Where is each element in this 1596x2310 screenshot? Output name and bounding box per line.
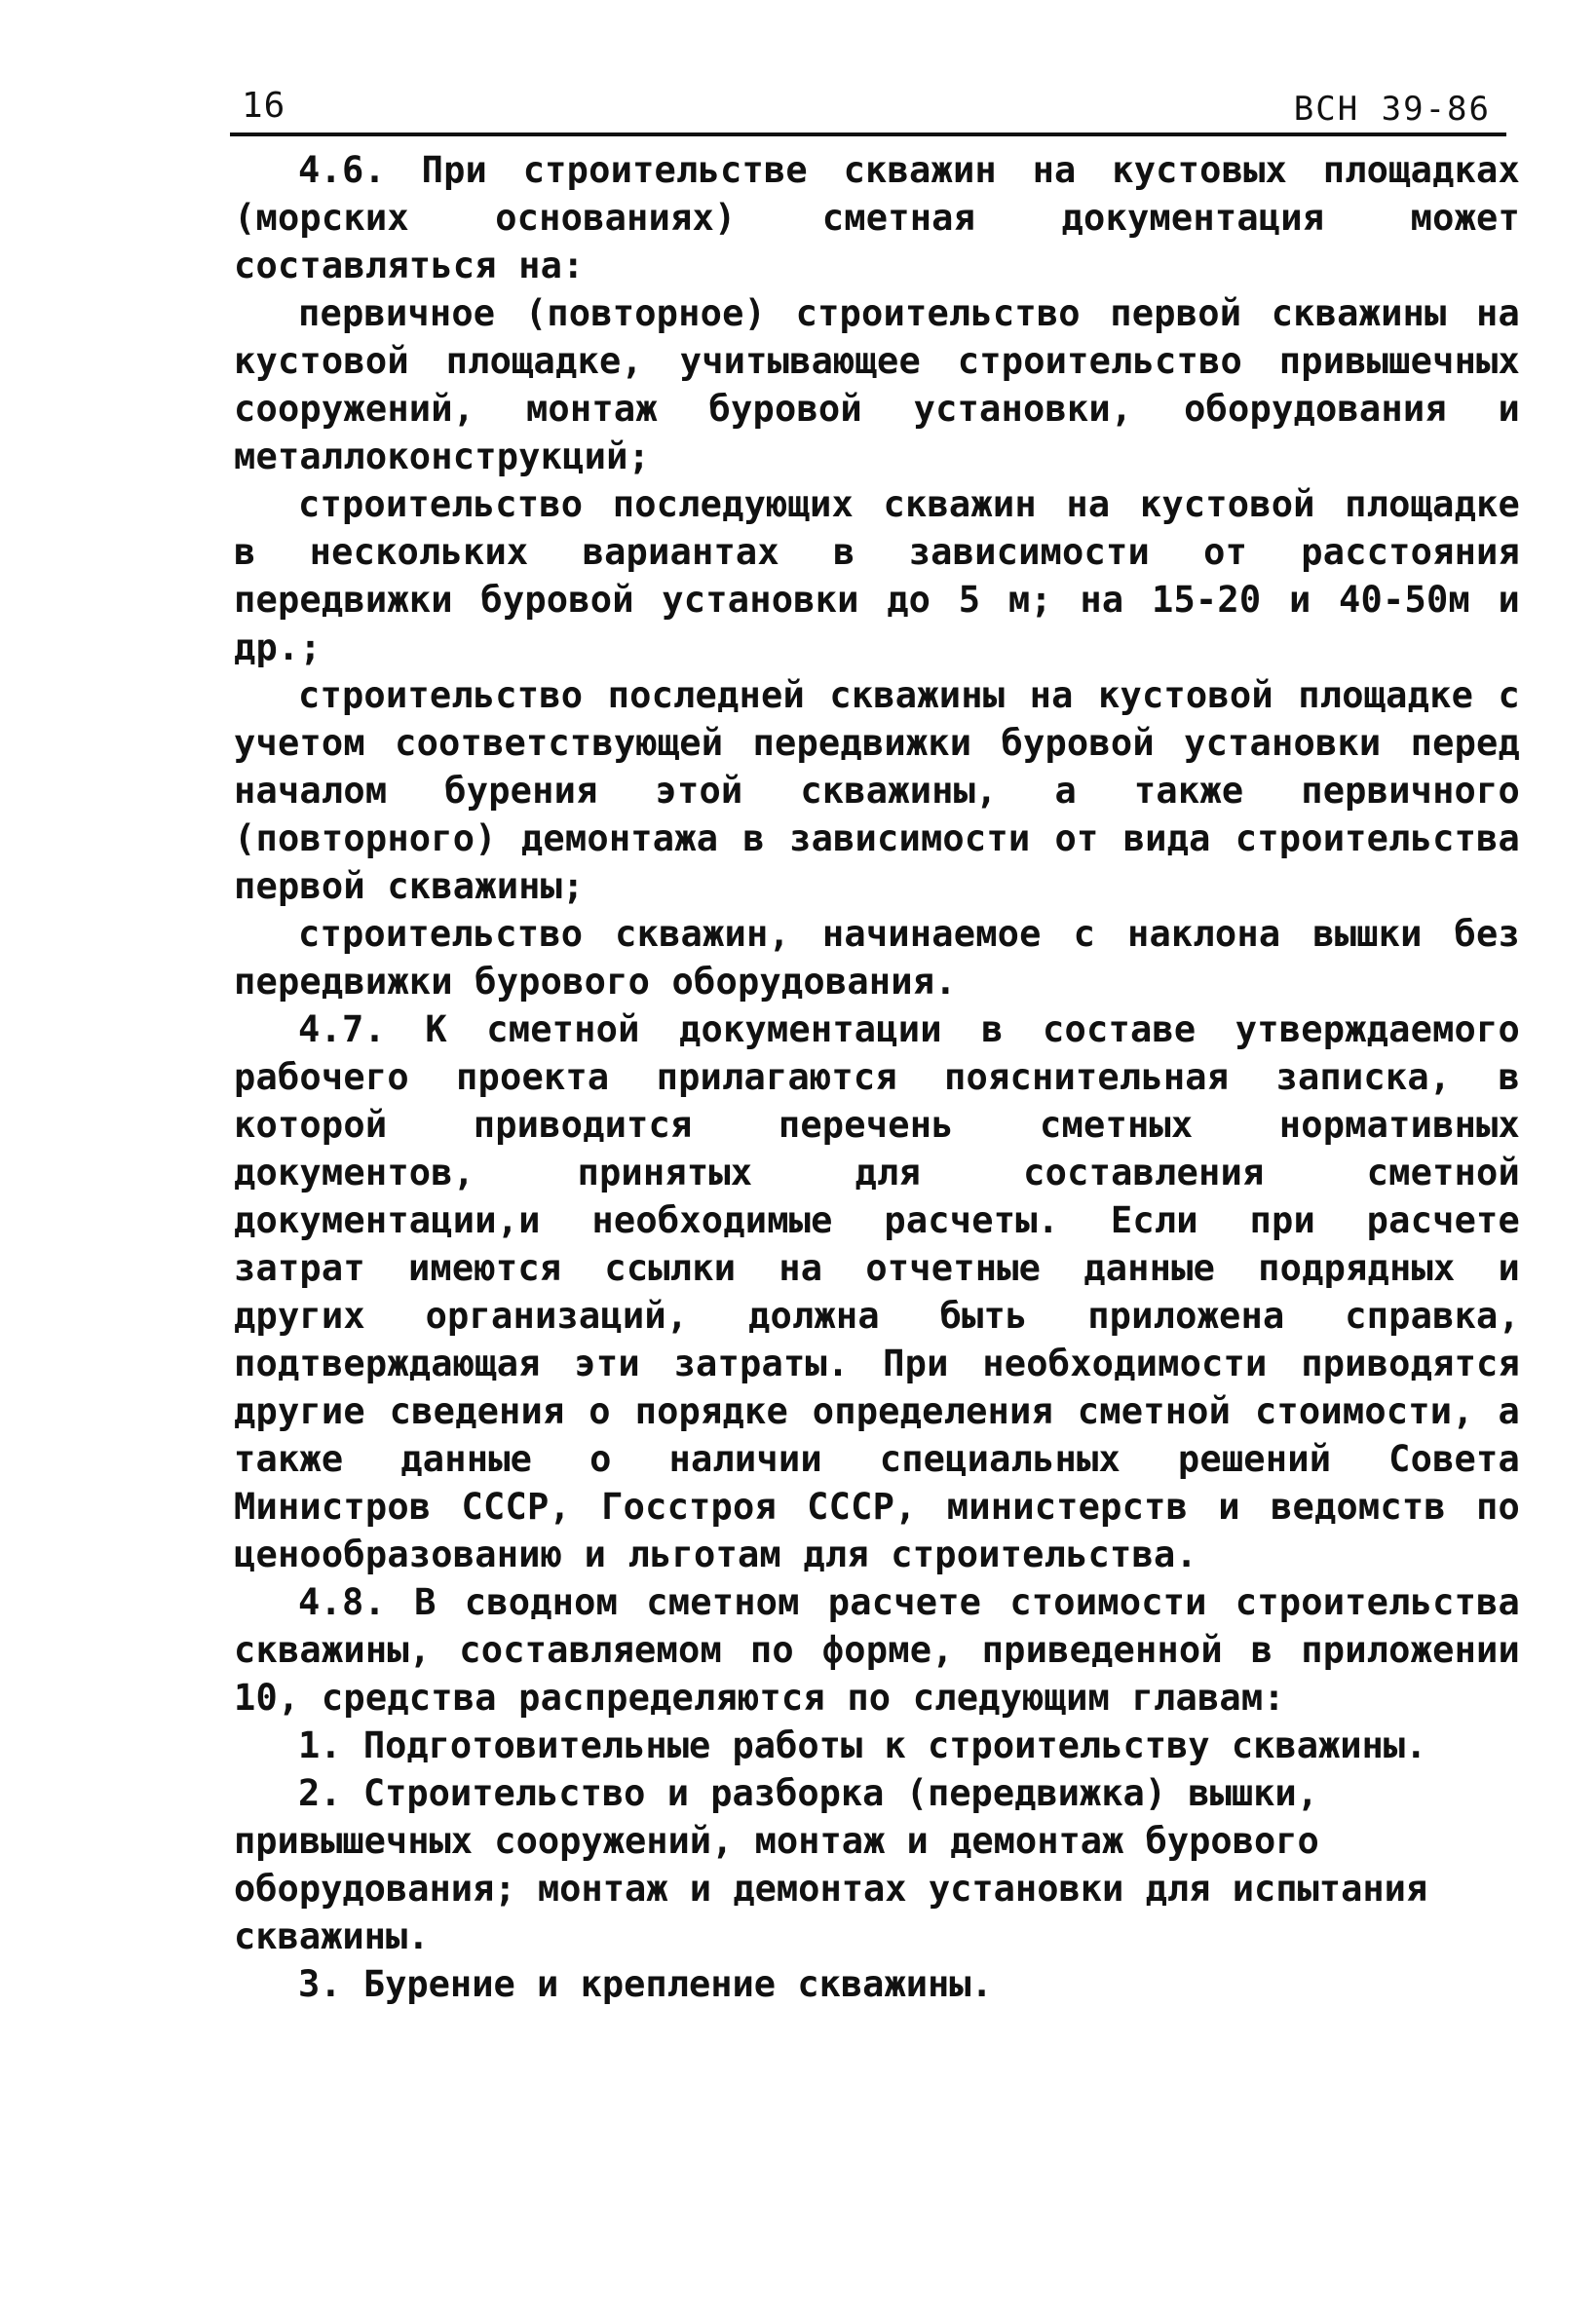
paragraph-last-well: строительство последней скважины на кустовой площадке с учетом соответствующей передвижки буровой установки перед началом бурения этой скважины, а также первичного (повторного) демонтажа в зависимости от вида строительства первой скважины; [234, 674, 1520, 907]
paragraph-4-7: 4.7. К сметной документации в составе утверждаемого рабочего проекта прилагаются пояснительная записка, в которой приводится перечень сметных нормативных документов, принятых для составления сметной документации,и необходимые расчеты. Если при расчете затрат имеются ссылки на отчетные данные подрядных и других организаций, должна быть приложена справка, подтверждающая эти затраты. При необходимости приводятся другие сведения о порядке определения сметной стоимости, а также данные о наличии специальных решений Совета Министров СССР, Госстроя СССР, министерств и ведомств по ценообразованию и льготам для строительства. [234, 1008, 1520, 1575]
paragraph-4-6: 4.6. При строительстве скважин на кустовых площадках (морских основаниях) сметная документация может составляться на: [234, 149, 1520, 286]
chapter-3: 3. Бурение и крепление скважины. [298, 1963, 993, 2005]
document-body [234, 146, 1520, 2008]
paragraph-primary-construction: первичное (повторное) строительство первой скважины на кустовой площадке, учитывающее строительство привышечных сооружений, монтаж буровой установки, оборудования и металлоконструкций; [234, 292, 1520, 477]
paragraph-4-8: 4.8. В сводном сметном расчете стоимости строительства скважины, составляемом по форме, приведенной в приложении 10, средства распределяются по следующим главам: [234, 1581, 1520, 1719]
chapter-2: 2. Строительство и разборка (передвижка) вышки, привышечных сооружений, монтаж и демонтаж бурового оборудования; монтаж и демонтах установки для испытания скважины. [234, 1772, 1428, 1957]
page-number: 16 [242, 86, 286, 126]
document-code: ВСН 39-86 [1293, 90, 1491, 129]
paragraph-subsequent-wells: строительство последующих скважин на кустовой площадке в нескольких вариантах в зависимости от расстояния передвижки буровой установки до 5 м; на 15-20 и 40-50м и др.; [234, 483, 1520, 668]
paragraph-tilted-derrick: строительство скважин, начинаемое с наклона вышки без передвижки бурового оборудования. [234, 913, 1520, 1003]
chapter-1: 1. Подготовительные работы к строительству скважины. [298, 1724, 1427, 1766]
page-header [230, 82, 1506, 136]
